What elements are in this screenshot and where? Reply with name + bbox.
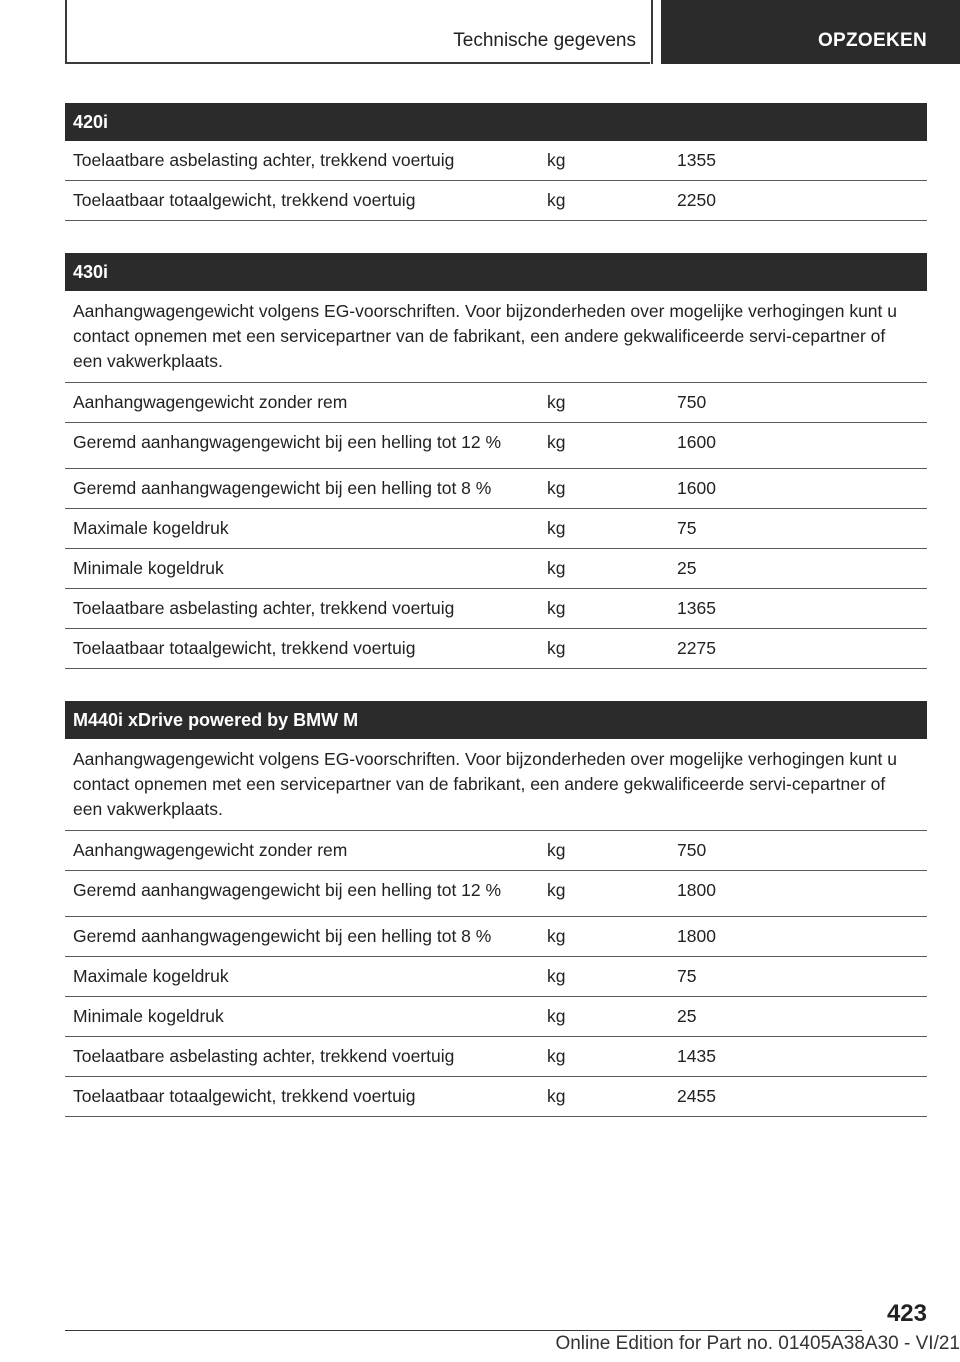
opzoeken-tab-label: OPZOEKEN [817,30,927,51]
row-value: 750 [677,840,707,860]
table-row [65,997,927,1037]
row-value: 1800 [677,926,716,946]
row-unit: kg [547,598,566,618]
row-value: 1355 [677,150,716,170]
chapter-title-box [65,0,650,64]
table-row [65,141,927,181]
page-number: 423 [886,1300,927,1327]
row-value: 1600 [677,432,716,452]
table-row [65,181,927,221]
row-unit: kg [547,638,566,658]
row-value: 2250 [677,190,716,210]
row-unit: kg [547,432,566,452]
row-unit: kg [547,840,566,860]
table-row [65,549,927,589]
table-row [65,423,927,469]
row-value: 750 [677,392,707,412]
row-unit: kg [547,190,566,210]
table-row [65,1037,927,1077]
row-label: Toelaatbaar totaalgewicht, trekkend voertuig [73,190,416,210]
row-label: Toelaatbare asbelasting achter, trekkend voertuig [73,150,455,170]
spec-tables [65,103,927,1149]
table-row [65,957,927,997]
row-value: 75 [677,518,697,538]
section-note: Aanhangwagengewicht volgens EG-voorschriften. Voor bijzonderheden over mogelijke verhogingen kunt u contact opnemen met een servicepartner van de fabrikant, een andere gekwalificeerde servi-cepartner of een vakwerkplaats. [65,291,927,383]
row-value: 75 [677,966,697,986]
row-label: Aanhangwagengewicht zonder rem [73,840,348,860]
spec-section [65,701,927,1117]
section-note: Aanhangwagengewicht volgens EG-voorschriften. Voor bijzonderheden over mogelijke verhogingen kunt u contact opnemen met een servicepartner van de fabrikant, een andere gekwalificeerde servi-cepartner of een vakwerkplaats. [65,739,927,831]
row-unit: kg [547,392,566,412]
opzoeken-tab[interactable] [661,0,960,64]
row-value: 25 [677,558,697,578]
row-value: 25 [677,1006,697,1026]
footer-divider [65,1330,862,1331]
row-label: Geremd aanhangwagengewicht bij een helling tot 12 % [73,880,502,900]
row-value: 1800 [677,880,716,900]
table-row [65,1077,927,1117]
spec-section [65,253,927,669]
row-label: Toelaatbare asbelasting achter, trekkend voertuig [73,1046,455,1066]
row-unit: kg [547,1006,566,1026]
row-label: Maximale kogeldruk [73,518,229,538]
table-row [65,469,927,509]
table-row [65,383,927,423]
spec-section [65,103,927,221]
footer-edition: Online Edition for Part no. 01405A38A30 - VI/21 [555,1333,960,1354]
row-value: 1600 [677,478,716,498]
table-row [65,871,927,917]
row-label: Toelaatbare asbelasting achter, trekkend voertuig [73,598,455,618]
table-row [65,509,927,549]
row-label: Minimale kogeldruk [73,1006,224,1026]
row-label: Aanhangwagengewicht zonder rem [73,392,348,412]
page-header [65,0,960,64]
row-unit: kg [547,1086,566,1106]
row-value: 2275 [677,638,716,658]
row-unit: kg [547,478,566,498]
row-label: Geremd aanhangwagengewicht bij een helling tot 12 % [73,432,502,452]
table-row [65,589,927,629]
section-title: 430i [65,253,927,291]
section-title: M440i xDrive powered by BMW M [65,701,927,739]
row-value: 2455 [677,1086,716,1106]
row-label: Toelaatbaar totaalgewicht, trekkend voertuig [73,638,416,658]
row-label: Geremd aanhangwagengewicht bij een helling tot 8 % [73,926,492,946]
row-label: Toelaatbaar totaalgewicht, trekkend voertuig [73,1086,416,1106]
section-title: 420i [65,103,927,141]
table-row [65,831,927,871]
row-unit: kg [547,1046,566,1066]
table-row [65,629,927,669]
row-label: Minimale kogeldruk [73,558,224,578]
row-value: 1435 [677,1046,716,1066]
row-value: 1365 [677,598,716,618]
row-unit: kg [547,558,566,578]
row-unit: kg [547,880,566,900]
row-label: Maximale kogeldruk [73,966,229,986]
row-unit: kg [547,966,566,986]
table-row [65,917,927,957]
row-unit: kg [547,150,566,170]
chapter-title: Technische gegevens [453,30,636,51]
row-label: Geremd aanhangwagengewicht bij een helling tot 8 % [73,478,492,498]
row-unit: kg [547,926,566,946]
row-unit: kg [547,518,566,538]
